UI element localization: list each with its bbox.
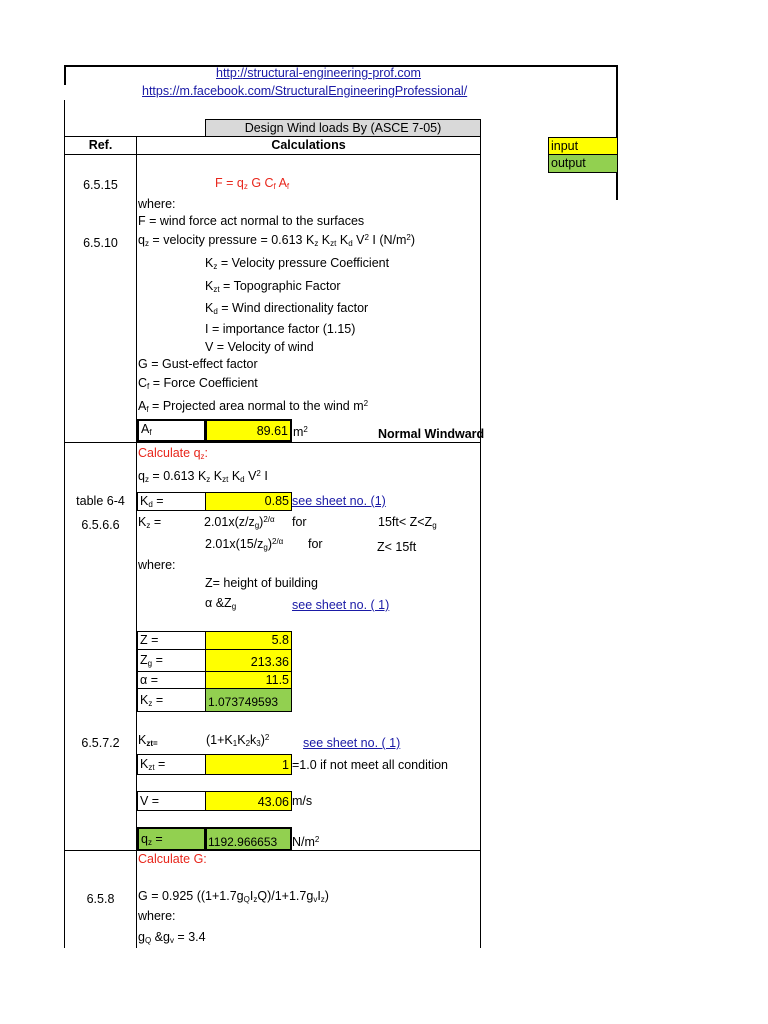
kzt-definition	[205, 279, 341, 293]
v-unit: m/s	[292, 794, 313, 808]
formula-fragment: = Topographic Factor	[219, 279, 341, 293]
formula-fragment: v	[313, 895, 318, 904]
formula-fragment: K	[318, 233, 331, 247]
formula-fragment: d	[240, 475, 245, 484]
af-unit	[293, 425, 308, 439]
formula-fragment: Z =	[140, 633, 159, 647]
formula-fragment: f	[147, 382, 150, 391]
formula-fragment: K	[210, 469, 223, 483]
legend-input	[548, 137, 618, 155]
formula-fragment: 1	[282, 758, 289, 772]
formula-fragment: = Wind directionality factor	[217, 301, 369, 315]
kz-formula-1-for: for	[292, 515, 307, 529]
where-label-2: where:	[138, 558, 176, 572]
force-coefficient-definition	[138, 376, 258, 390]
formula-fragment: I	[249, 889, 254, 903]
formula-fragment: G = 0.925 ((1+1.7g	[138, 889, 244, 903]
zg-label-cell	[137, 649, 206, 672]
formula-fragment: Q)/1+1.7g	[257, 889, 314, 903]
formula-fragment: K	[205, 279, 214, 293]
formula-fragment: 2	[303, 425, 308, 434]
qz-result-unit	[292, 835, 319, 849]
formula-fragment: q	[138, 233, 145, 247]
formula-fragment: z	[200, 452, 205, 461]
formula-fragment: Q	[144, 936, 152, 945]
z-label-cell	[137, 631, 206, 650]
formula-fragment: = 3.4	[173, 930, 206, 944]
formula-fragment: α =	[140, 673, 158, 687]
formula-fragment: k	[250, 733, 257, 747]
kd-input[interactable]	[205, 492, 292, 511]
formula-fragment: g	[147, 659, 153, 668]
formula-fragment: zt	[330, 239, 337, 248]
projected-area-definition	[138, 399, 368, 413]
formula-fragment: 89.61	[256, 424, 288, 438]
ref-6-5-8: 6.5.8	[86, 892, 115, 906]
kz-definition	[205, 256, 389, 270]
formula-fragment: = Projected area normal to the wind m	[148, 399, 364, 413]
v-label-cell	[137, 791, 206, 811]
formula-fragment: C	[138, 376, 148, 390]
kd-definition	[205, 301, 368, 315]
formula-fragment: A	[141, 422, 150, 436]
formula-fragment: 3	[256, 739, 261, 748]
frame-left-border	[64, 65, 66, 85]
formula-fragment: 2	[264, 733, 270, 742]
frame-right-border	[616, 65, 618, 200]
formula-fragment: V	[244, 469, 257, 483]
formula-fragment: z	[206, 475, 211, 484]
v-input[interactable]	[205, 791, 292, 811]
formula-fragment: 1	[232, 739, 238, 748]
website-link[interactable]: http://structural-engineering-prof.com	[216, 66, 421, 80]
formula-fragment: z	[148, 699, 153, 708]
qz-result-label-cell	[137, 827, 206, 851]
kz-condition-2: Z< 15ft	[377, 540, 417, 554]
formula-fragment: g	[138, 930, 145, 944]
legend-output-label: output	[551, 156, 586, 170]
formula-fragment: =	[152, 693, 164, 707]
kzt-formula	[206, 733, 269, 747]
formula-fragment: 2/α	[263, 515, 275, 524]
formula-fragment: g	[231, 602, 237, 611]
formula-fragment: z	[144, 475, 149, 484]
formula-fragment: 2	[314, 835, 320, 844]
ref-6-5-10: 6.5.10	[83, 236, 118, 250]
formula-fragment: 11.5	[265, 673, 289, 687]
formula-fragment: K	[138, 733, 147, 747]
formula-fragment: )	[259, 515, 264, 529]
formula-fragment: g	[263, 543, 268, 552]
formula-fragment: 2	[406, 233, 411, 242]
table-right-border	[480, 136, 481, 948]
formula-fragment: zt=	[146, 739, 158, 748]
formula-fragment: 2.01x(15/z	[205, 537, 264, 551]
formula-fragment: N/m	[292, 835, 315, 849]
formula-fragment: z	[144, 239, 149, 248]
formula-fragment: m	[293, 425, 304, 439]
formula-fragment: K	[336, 233, 349, 247]
kz-result-output	[205, 688, 292, 712]
sheet-title: Design Wind loads By (ASCE 7-05)	[244, 121, 442, 135]
formula-fragment: d	[148, 500, 153, 509]
formula-fragment: z	[320, 895, 325, 904]
formula-fragment: f	[273, 182, 276, 191]
kzt-note: =1.0 if not meet all condition	[292, 758, 448, 772]
ref-table-6-4: table 6-4	[76, 494, 125, 508]
alpha-zg-label	[205, 596, 236, 610]
qz-equation	[138, 469, 268, 483]
formula-fragment: d	[348, 239, 353, 248]
formula-fragment: = Velocity pressure Coefficient	[217, 256, 390, 270]
formula-fragment: =	[152, 494, 164, 508]
section-divider-1	[64, 442, 481, 443]
normal-windward-note: Normal Windward	[378, 427, 485, 441]
ref-6-5-7-2: 6.5.7.2	[81, 736, 120, 750]
formula-fragment: Z	[140, 653, 148, 667]
kd-label-cell	[137, 492, 206, 511]
formula-fragment: = Force Coefficient	[149, 376, 258, 390]
formula-fragment: q	[141, 832, 148, 846]
formula-fragment: 2	[364, 233, 369, 242]
ref-6-5-6-6: 6.5.6.6	[81, 518, 120, 532]
formula-fragment: )	[260, 733, 265, 747]
formula-fragment: =	[154, 757, 166, 771]
force-definition: F = wind force act normal to the surfaces	[138, 214, 365, 228]
formula-fragment: 2	[256, 469, 261, 478]
calculate-g-heading: Calculate G:	[138, 852, 207, 866]
formula-fragment: V =	[140, 794, 160, 808]
formula-fragment: z	[253, 895, 258, 904]
formula-fragment: K	[205, 256, 214, 270]
formula-fragment: =	[152, 653, 163, 667]
kz-formula-2	[205, 537, 283, 551]
formula-fragment: 2	[245, 739, 251, 748]
alpha-zg-sheet-link[interactable]: see sheet no. ( 1)	[292, 598, 390, 612]
formula-fragment: g	[432, 521, 437, 530]
formula-fragment: I	[317, 889, 321, 903]
where-label-1: where:	[138, 197, 176, 211]
kzt-input[interactable]	[205, 754, 292, 775]
formula-fragment: 5.8	[271, 633, 289, 647]
formula-fragment: v	[169, 936, 174, 945]
formula-fragment: V	[352, 233, 365, 247]
formula-fragment: G C	[247, 176, 274, 190]
formula-fragment: K	[205, 301, 214, 315]
formula-fragment: z	[243, 182, 248, 191]
kzt-sheet-link[interactable]: see sheet no. ( 1)	[303, 736, 401, 750]
formula-fragment: z	[314, 239, 319, 248]
af-label-cell	[137, 419, 206, 442]
formula-fragment: 0.85	[264, 494, 289, 508]
formula-fragment: = 0.613 K	[148, 469, 207, 483]
qz-result-output	[205, 827, 292, 851]
kz-formula-1	[204, 515, 275, 529]
formula-fragment: K	[140, 693, 149, 707]
formula-fragment: 2.01x(z/z	[204, 515, 255, 529]
formula-fragment: :	[204, 446, 209, 460]
formula-fragment: K	[140, 757, 149, 771]
column-header-ref: Ref.	[88, 138, 113, 152]
formula-fragment: )	[324, 889, 329, 903]
alpha-label-cell	[137, 671, 206, 689]
formula-fragment: K	[237, 733, 246, 747]
af-input[interactable]	[205, 419, 292, 442]
gust-factor-definition: G = Gust-effect factor	[138, 357, 258, 371]
legend-input-label: input	[551, 139, 579, 153]
z-input[interactable]	[205, 631, 292, 650]
formula-fragment: q	[138, 469, 145, 483]
formula-fragment: f	[149, 428, 152, 437]
kz-condition-1	[378, 515, 437, 529]
kzt-label	[138, 733, 158, 747]
formula-fragment: 2/α	[272, 537, 284, 546]
formula-fragment: K	[140, 494, 149, 508]
kzt-value-label-cell	[137, 754, 206, 775]
formula-fragment: 213.36	[250, 655, 289, 669]
g-equation	[138, 889, 329, 903]
formula-fragment: K	[138, 515, 147, 529]
formula-fragment: zt	[148, 763, 155, 772]
alpha-input[interactable]	[205, 671, 292, 689]
formula-fragment: K	[228, 469, 241, 483]
formula-fragment: F = q	[215, 176, 244, 190]
formula-fragment: Calculate q	[138, 446, 201, 460]
formula-fragment: 15ft< Z<Z	[378, 515, 433, 529]
velocity-pressure-definition	[138, 233, 415, 247]
formula-fragment: Q	[243, 895, 250, 904]
facebook-link[interactable]: https://m.facebook.com/StructuralEngineeringProfessional/	[142, 84, 468, 98]
legend-output	[548, 154, 618, 173]
formula-fragment: )	[410, 233, 416, 247]
formula-fragment: f	[146, 405, 149, 414]
formula-fragment: zt	[222, 475, 229, 484]
formula-fragment: (1+K	[206, 733, 233, 747]
formula-fragment: = velocity pressure = 0.613 K	[148, 233, 315, 247]
kz-label	[138, 515, 161, 529]
sheet-title-cell	[205, 119, 481, 137]
formula-fragment: 2	[363, 399, 369, 408]
kd-sheet-link[interactable]: see sheet no. (1)	[292, 494, 386, 508]
formula-fragment: 43.06	[257, 795, 289, 809]
formula-fragment: f	[286, 182, 290, 191]
gq-gv-definition	[138, 930, 206, 944]
column-header-calculations: Calculations	[271, 138, 346, 152]
formula-fragment: =	[150, 515, 162, 529]
formula-fragment: 1.073749593	[208, 695, 279, 709]
formula-fragment: &g	[151, 930, 170, 944]
calculate-qz-heading	[138, 446, 208, 460]
formula-fragment: )	[267, 537, 272, 551]
formula-fragment: 1192.966653	[208, 835, 278, 849]
formula-fragment: I	[260, 469, 268, 483]
importance-factor-definition: I = importance factor (1.15)	[205, 322, 356, 336]
formula-fragment: A	[275, 176, 287, 190]
velocity-definition: V = Velocity of wind	[205, 340, 314, 354]
header-bottom-line	[64, 154, 481, 155]
formula-fragment: z	[147, 838, 152, 847]
formula-fragment: =	[151, 832, 163, 846]
formula-fragment: I (N/m	[368, 233, 407, 247]
formula-fragment: d	[213, 307, 218, 316]
ref-6-5-15: 6.5.15	[83, 178, 118, 192]
where-label-3: where:	[138, 909, 176, 923]
formula-fragment: zt	[213, 285, 220, 294]
kz-formula-2-for: for	[308, 537, 323, 551]
kz-result-label-cell	[137, 688, 206, 712]
formula-fragment: g	[254, 521, 260, 530]
height-definition: Z= height of building	[205, 576, 318, 590]
formula-fragment: z	[213, 262, 218, 271]
force-equation	[215, 176, 289, 190]
formula-fragment: z	[146, 521, 151, 530]
formula-fragment: A	[138, 399, 147, 413]
zg-input[interactable]	[205, 649, 292, 672]
formula-fragment: α &Z	[205, 596, 232, 610]
